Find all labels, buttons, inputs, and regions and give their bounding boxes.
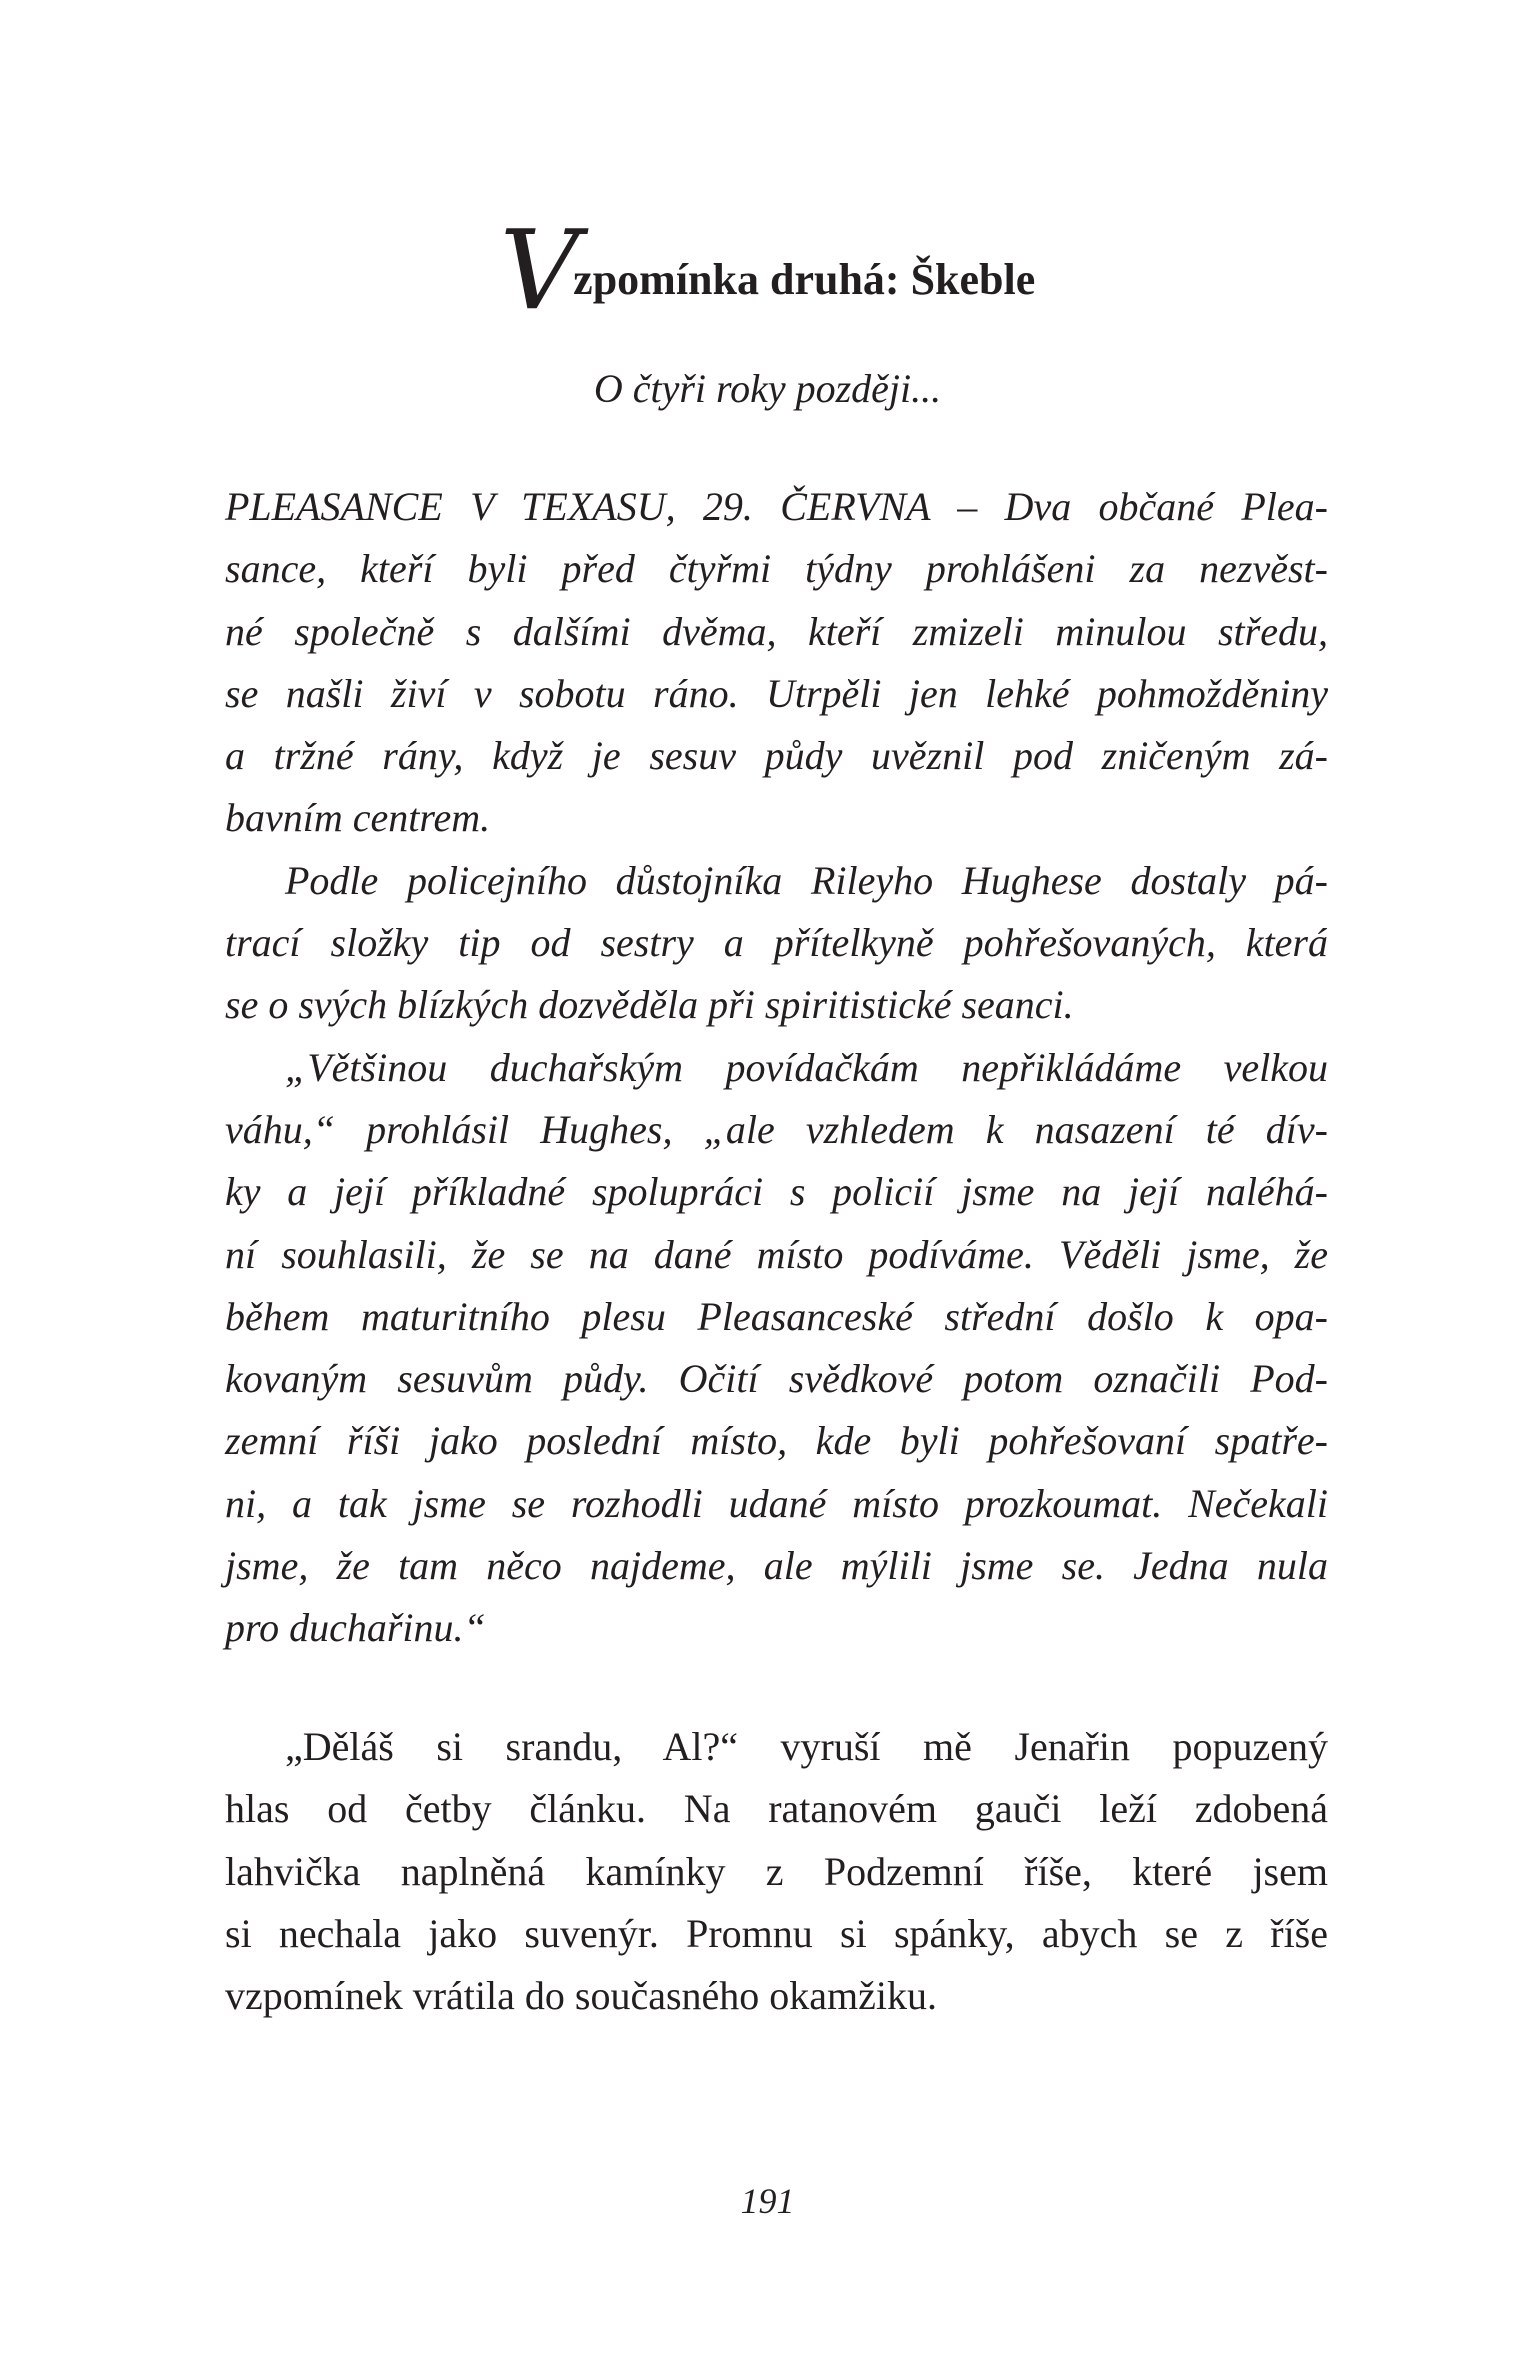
chapter-title [0,206,1535,334]
body-line: lahvička naplněná kamínky z Podzemní říše, které jsem [225,1848,1328,1894]
chapter-subtitle: O čtyři roky později... [593,366,942,411]
article-line: trací složky tip od sestry a přítelkyně pohřešovaných, která [225,920,1328,966]
article-line: a tržné rány, když je sesuv půdy uvěznil pod zničeným zá- [225,733,1328,779]
article-line: váhu,“ prohlásil Hughes, „ale vzhledem k nasazení té dív- [225,1106,1328,1152]
article-line: během maturitního plesu Pleasanceské střední došlo k opa- [225,1293,1328,1339]
article-line: pro duchařinu.“ [225,1605,486,1651]
article-line: zemní říši jako poslední místo, kde byli pohřešovaní spatře- [225,1418,1328,1464]
article-line: „Většinou duchařským povídačkám nepřikládáme velkou [285,1044,1328,1090]
article-line: jsme, že tam něco najdeme, ale mýlili jsme se. Jedna nula [225,1543,1328,1589]
article-line: PLEASANCE V TEXASU, 29. ČERVNA – Dva občané Plea- [225,484,1328,529]
body-line: „Děláš si srandu, Al?“ vyruší mě Jenařin popuzený [285,1724,1328,1769]
article-line: se našli živí v sobotu ráno. Utrpěli jen lehké pohmožděniny [225,670,1328,716]
chapter-title-text: zpomínka druhá: Škeble [573,255,1036,304]
decorative-initial: V [499,206,574,334]
article-line: Podle policejního důstojníka Rileyho Hughese dostaly pá- [285,857,1328,903]
article-line: ní souhlasili, že se na dané místo podíváme. Věděli jsme, že [225,1231,1328,1277]
article-line: sance, kteří byli před čtyřmi týdny prohlášeni za nezvěst- [225,546,1328,592]
article-line: ni, a tak jsme se rozhodli udané místo prozkoumat. Nečekali [225,1480,1328,1526]
body-line: si nechala jako suvenýr. Promnu si spánky, abych se z říše [225,1910,1328,1956]
page-number: 191 [740,2181,795,2221]
article-line: kovaným sesuvům půdy. Očití svědkové potom označili Pod- [225,1356,1328,1402]
body-line: vzpomínek vrátila do současného okamžiku. [225,1973,938,2019]
body-paragraph [225,1716,1328,2027]
article-line: ky a její příkladné spolupráci s policií jsme na její naléhá- [225,1169,1328,1215]
article-line: bavním centrem. [225,795,491,841]
article-line: se o svých blízkých dozvěděla při spiritistické seanci. [225,982,1074,1028]
newspaper-article [225,476,1328,1660]
body-line: hlas od četby článku. Na ratanovém gauči leží zdobená [225,1786,1328,1832]
article-line: né společně s dalšími dvěma, kteří zmizeli minulou středu, [225,608,1328,654]
